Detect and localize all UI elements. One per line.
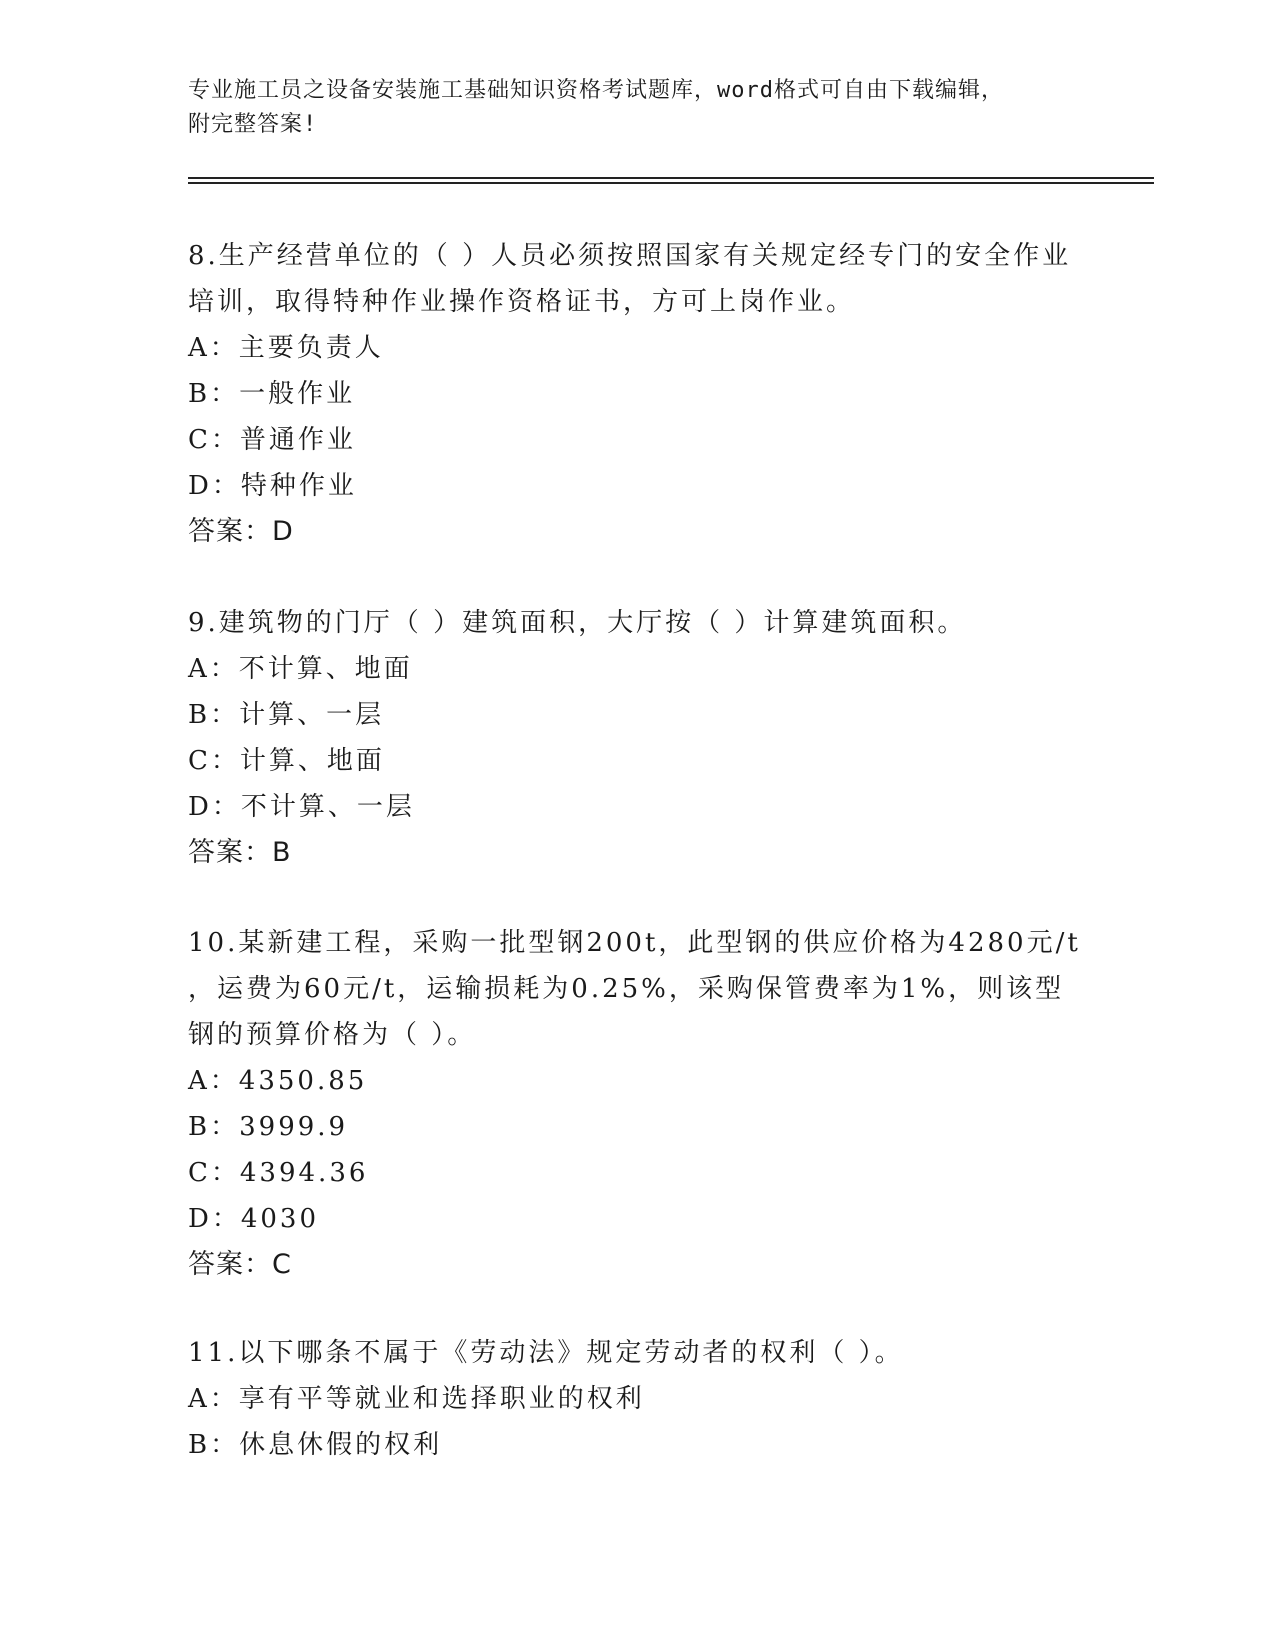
question-text-line: 钢的预算价格为（ ）。 [188,1020,477,1050]
question-text-line: 8.生产经营单位的（ ）人员必须按照国家有关规定经专门的安全作业 [188,241,1072,271]
header-rule-top [188,177,1154,179]
option-a: A：享有平等就业和选择职业的权利 [188,1384,645,1414]
option-c: C：普通作业 [188,425,356,455]
option-a: A：4350.85 [188,1066,368,1096]
option-b: B：计算、一层 [188,700,385,730]
header-rule-bottom [188,182,1154,184]
option-d: D：4030 [188,1204,320,1234]
question-text-line: 培训，取得特种作业操作资格证书，方可上岗作业。 [188,287,856,317]
question-text-line: ，运费为60元/t，运输损耗为0.25%，采购保管费率为1%，则该型 [188,974,1065,1004]
option-d: D：不计算、一层 [188,792,415,822]
question-10 [188,920,1088,1288]
question-text-line: 10.某新建工程，采购一批型钢200t，此型钢的供应价格为4280元/t [188,928,1081,958]
option-c: C：计算、地面 [188,746,385,776]
option-b: B：一般作业 [188,379,356,409]
option-d: D：特种作业 [188,471,357,501]
answer: 答案：C [188,1249,292,1280]
option-a: A：不计算、地面 [188,654,413,684]
question-text-line: 11.以下哪条不属于《劳动法》规定劳动者的权利（ ）。 [188,1338,904,1368]
question-8 [188,233,1088,555]
option-b: B：3999.9 [188,1112,349,1142]
option-c: C：4394.36 [188,1158,369,1188]
answer: 答案：B [188,837,292,868]
header-line-2: 附完整答案! [188,112,318,137]
question-text-line: 9.建筑物的门厅（ ）建筑面积，大厅按（ ）计算建筑面积。 [188,608,967,638]
option-a: A：主要负责人 [188,333,384,363]
document-header [188,74,1068,142]
header-line-1: 专业施工员之设备安装施工基础知识资格考试题库，word格式可自由下载编辑， [188,78,1004,103]
option-b: B：休息休假的权利 [188,1430,443,1460]
question-11 [188,1330,1088,1468]
question-9 [188,600,1088,876]
answer: 答案：D [188,516,294,547]
